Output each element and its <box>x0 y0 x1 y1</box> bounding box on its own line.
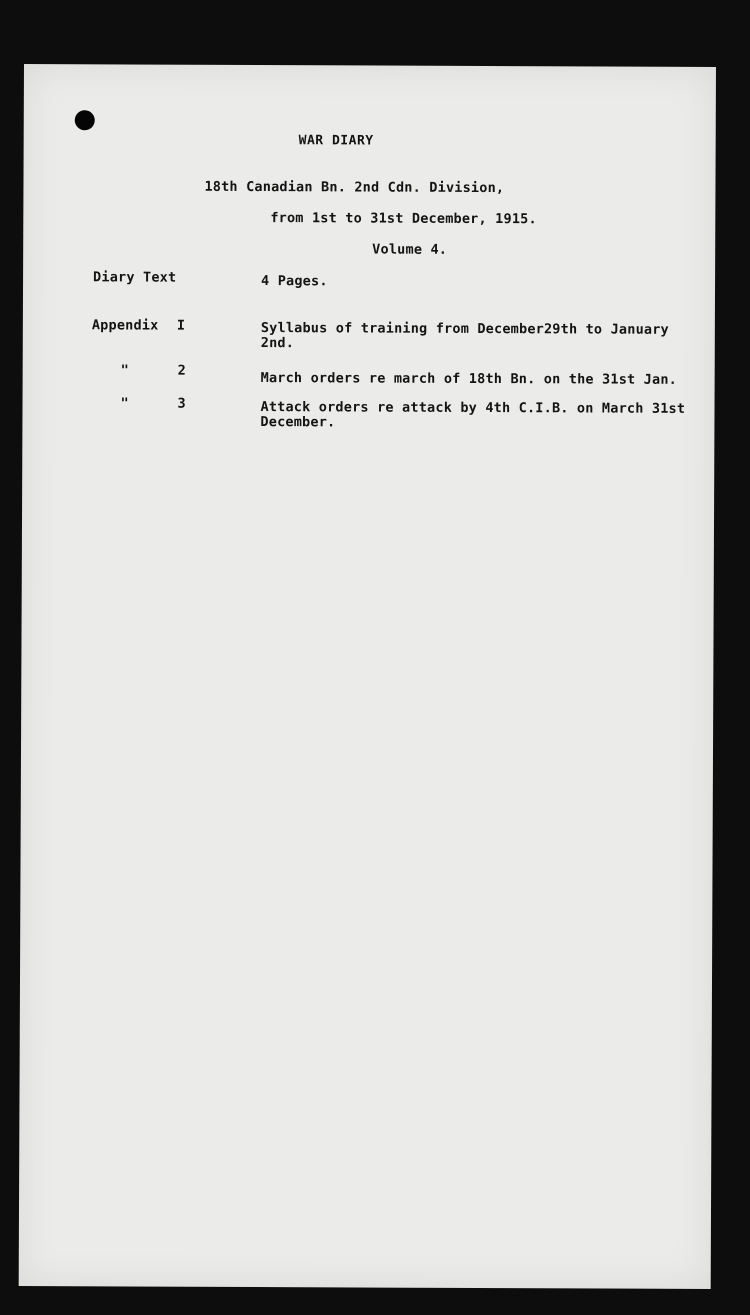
appendix-1-text-continued: 2nd. <box>260 335 295 352</box>
appendix-number-2: 2 <box>177 362 187 379</box>
appendix-number-1: I <box>176 317 186 334</box>
ditto-mark: " <box>120 395 129 412</box>
appendix-2-text: March orders re march of 18th Bn. on the 31st Jan. <box>260 370 678 388</box>
unit-heading: 18th Canadian Bn. 2nd Cdn. Division, <box>204 178 505 197</box>
appendix-3-text-continued: December. <box>260 414 336 431</box>
ditto-mark: " <box>120 362 130 379</box>
appendix-label: Appendix <box>91 317 159 334</box>
volume-heading: Volume 4. <box>372 241 448 258</box>
punch-hole <box>75 110 95 130</box>
appendix-1-text: Syllabus of training from December29th to January <box>260 320 669 338</box>
diary-text-label: Diary Text <box>93 269 177 286</box>
document-page <box>19 64 716 1289</box>
appendix-number-3: 3 <box>177 395 186 412</box>
period-heading: from 1st to 31st December, 1915. <box>270 210 537 228</box>
document-title: WAR DIARY <box>298 133 374 149</box>
appendix-3-text: Attack orders re attack by 4th C.I.B. on March 31st <box>260 399 686 417</box>
diary-text-value: 4 Pages. <box>261 273 328 290</box>
